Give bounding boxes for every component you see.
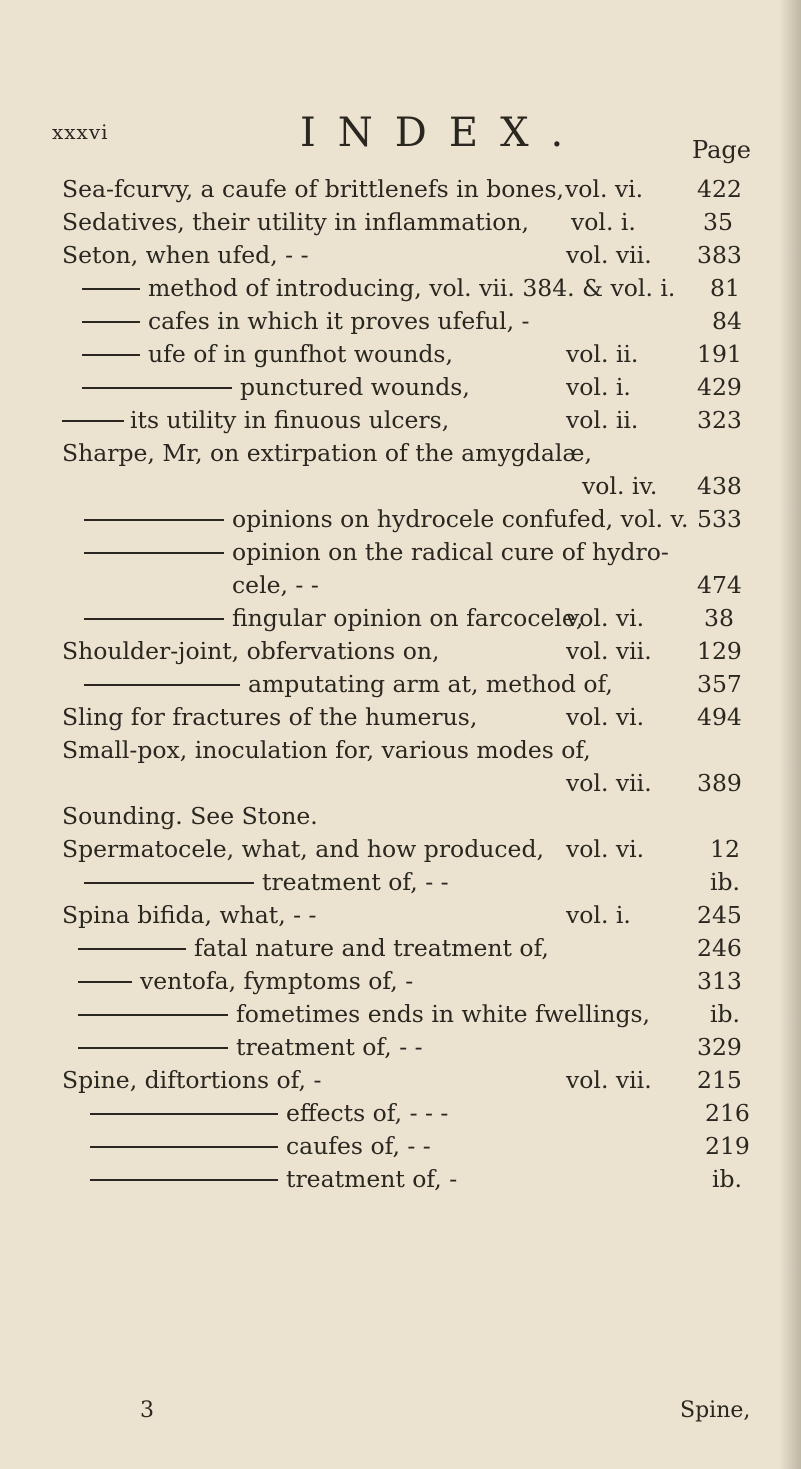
index-entry — [0, 601, 801, 635]
index-entry — [0, 700, 801, 734]
entry-page: 474 — [697, 571, 742, 599]
signature-mark: 3 — [140, 1398, 154, 1423]
index-entry — [0, 1030, 801, 1064]
entry-page: 533 — [697, 505, 742, 533]
entry-text: Sharpe, Mr, on extirpation of the amygdalæ, — [62, 439, 592, 467]
entry-volume: vol. vi. — [566, 604, 645, 632]
entry-volume: vol. vi. — [566, 703, 645, 731]
entry-volume: vol. vi. — [565, 175, 644, 203]
entry-text: method of introducing, vol. vii. 384. & vol. i. — [148, 274, 676, 302]
entry-text: Seton, when ufed, - - — [62, 241, 309, 269]
index-entry — [0, 766, 801, 800]
entry-text: opinions on hydrocele confufed, vol. v. — [232, 505, 689, 533]
page-title: INDEX. — [300, 110, 586, 156]
entry-page: 245 — [697, 901, 742, 929]
index-entry — [0, 832, 801, 866]
entry-volume: vol. vii. — [566, 769, 652, 797]
entry-page: 81 — [710, 274, 740, 302]
entry-page: 215 — [697, 1066, 742, 1094]
entry-volume: vol. vi. — [566, 835, 645, 863]
folio-number: xxxvi — [52, 120, 109, 144]
entry-text: treatment of, - - — [236, 1033, 423, 1061]
entry-volume: vol. i. — [566, 901, 631, 929]
index-entry — [0, 634, 801, 668]
ditto-dash — [84, 882, 254, 884]
entry-text: cele, - - — [232, 571, 319, 599]
entry-text: Spermatocele, what, and how produced, — [62, 835, 544, 863]
entry-page: ib. — [710, 868, 741, 896]
ditto-dash — [78, 981, 132, 983]
entry-page: 246 — [697, 934, 742, 962]
entry-text: amputating arm at, method of, — [248, 670, 613, 698]
entry-volume: vol. i. — [566, 373, 631, 401]
entry-page: 383 — [697, 241, 742, 269]
index-entry — [0, 370, 801, 404]
entry-page: 494 — [697, 703, 742, 731]
entry-text: treatment of, - — [286, 1165, 458, 1193]
entry-text: caufes of, - - — [286, 1132, 431, 1160]
ditto-dash — [84, 552, 224, 554]
index-entry — [0, 436, 801, 470]
index-entry — [0, 898, 801, 932]
index-entry — [0, 997, 801, 1031]
ditto-dash — [90, 1113, 278, 1115]
index-entry — [0, 205, 801, 239]
entry-page: 357 — [697, 670, 742, 698]
entry-text: effects of, - - - — [286, 1099, 449, 1127]
entry-volume: vol. iv. — [582, 472, 658, 500]
entry-page: 313 — [697, 967, 742, 995]
entry-text: fometimes ends in white fwellings, — [236, 1000, 651, 1028]
entry-text: Shoulder-joint, obfervations on, — [62, 637, 440, 665]
index-entry — [0, 403, 801, 437]
index-entry — [0, 568, 801, 602]
entry-volume: vol. vii. — [566, 637, 652, 665]
ditto-dash — [90, 1179, 278, 1181]
entry-page: 216 — [705, 1099, 750, 1127]
entry-text: Sounding. See Stone. — [62, 802, 318, 830]
entry-page: 219 — [705, 1132, 750, 1160]
entry-text: fingular opinion on farcocele, — [232, 604, 584, 632]
entry-text: punctured wounds, — [240, 373, 470, 401]
entry-volume: vol. i. — [571, 208, 636, 236]
entry-text: Spina bifida, what, - - — [62, 901, 317, 929]
index-entry — [0, 733, 801, 767]
ditto-dash — [84, 684, 240, 686]
entry-page: 38 — [704, 604, 734, 632]
entry-page: 422 — [697, 175, 742, 203]
entry-text: Small-pox, inoculation for, various modes of, — [62, 736, 591, 764]
entry-page: 429 — [697, 373, 742, 401]
index-entry — [0, 469, 801, 503]
entry-page: 84 — [712, 307, 742, 335]
index-entry — [0, 1129, 801, 1163]
index-entry — [0, 865, 801, 899]
entry-text: cafes in which it proves ufeful, - — [148, 307, 530, 335]
index-entry — [0, 799, 801, 833]
entry-page: 389 — [697, 769, 742, 797]
ditto-dash — [78, 1047, 228, 1049]
entry-text: Sedatives, their utility in inflammation, — [62, 208, 529, 236]
index-entry — [0, 964, 801, 998]
entry-text: Sea-fcurvy, a caufe of brittlenefs in bones, — [62, 175, 564, 203]
entry-volume: vol. ii. — [566, 406, 639, 434]
ditto-dash — [78, 948, 186, 950]
ditto-dash — [82, 387, 232, 389]
entry-text: its utility in finuous ulcers, — [130, 406, 450, 434]
entry-volume: vol. vii. — [566, 1066, 652, 1094]
entry-text: Sling for fractures of the humerus, — [62, 703, 478, 731]
index-entry — [0, 1063, 801, 1097]
index-entry — [0, 1096, 801, 1130]
entry-text: ufe of in gunfhot wounds, — [148, 340, 453, 368]
index-entry — [0, 271, 801, 305]
page-column-label: Page — [692, 136, 751, 164]
entry-volume: vol. vii. — [566, 241, 652, 269]
index-entry — [0, 502, 801, 536]
index-entry — [0, 172, 801, 206]
index-entry — [0, 667, 801, 701]
index-entry — [0, 238, 801, 272]
ditto-dash — [90, 1146, 278, 1148]
entry-page: ib. — [710, 1000, 741, 1028]
ditto-dash — [82, 288, 140, 290]
catchword: Spine, — [680, 1398, 751, 1423]
ditto-dash — [78, 1014, 228, 1016]
index-entry — [0, 337, 801, 371]
entry-page: 12 — [710, 835, 740, 863]
ditto-dash — [62, 420, 124, 422]
entry-page: 35 — [703, 208, 733, 236]
entry-text: ventofa, fymptoms of, - — [140, 967, 414, 995]
entry-page: ib. — [712, 1165, 743, 1193]
entry-page: 191 — [697, 340, 742, 368]
ditto-dash — [84, 519, 224, 521]
entry-volume: vol. ii. — [566, 340, 639, 368]
entry-page: 438 — [697, 472, 742, 500]
index-entry — [0, 535, 801, 569]
entry-text: Spine, diftortions of, - — [62, 1066, 322, 1094]
entry-page: 329 — [697, 1033, 742, 1061]
ditto-dash — [82, 354, 140, 356]
entry-text: fatal nature and treatment of, — [194, 934, 549, 962]
entry-page: 129 — [697, 637, 742, 665]
entry-text: treatment of, - - — [262, 868, 449, 896]
entry-page: 323 — [697, 406, 742, 434]
entry-text: opinion on the radical cure of hydro- — [232, 538, 669, 566]
ditto-dash — [82, 321, 140, 323]
index-entry — [0, 1162, 801, 1196]
index-entry — [0, 931, 801, 965]
index-entry — [0, 304, 801, 338]
ditto-dash — [84, 618, 224, 620]
